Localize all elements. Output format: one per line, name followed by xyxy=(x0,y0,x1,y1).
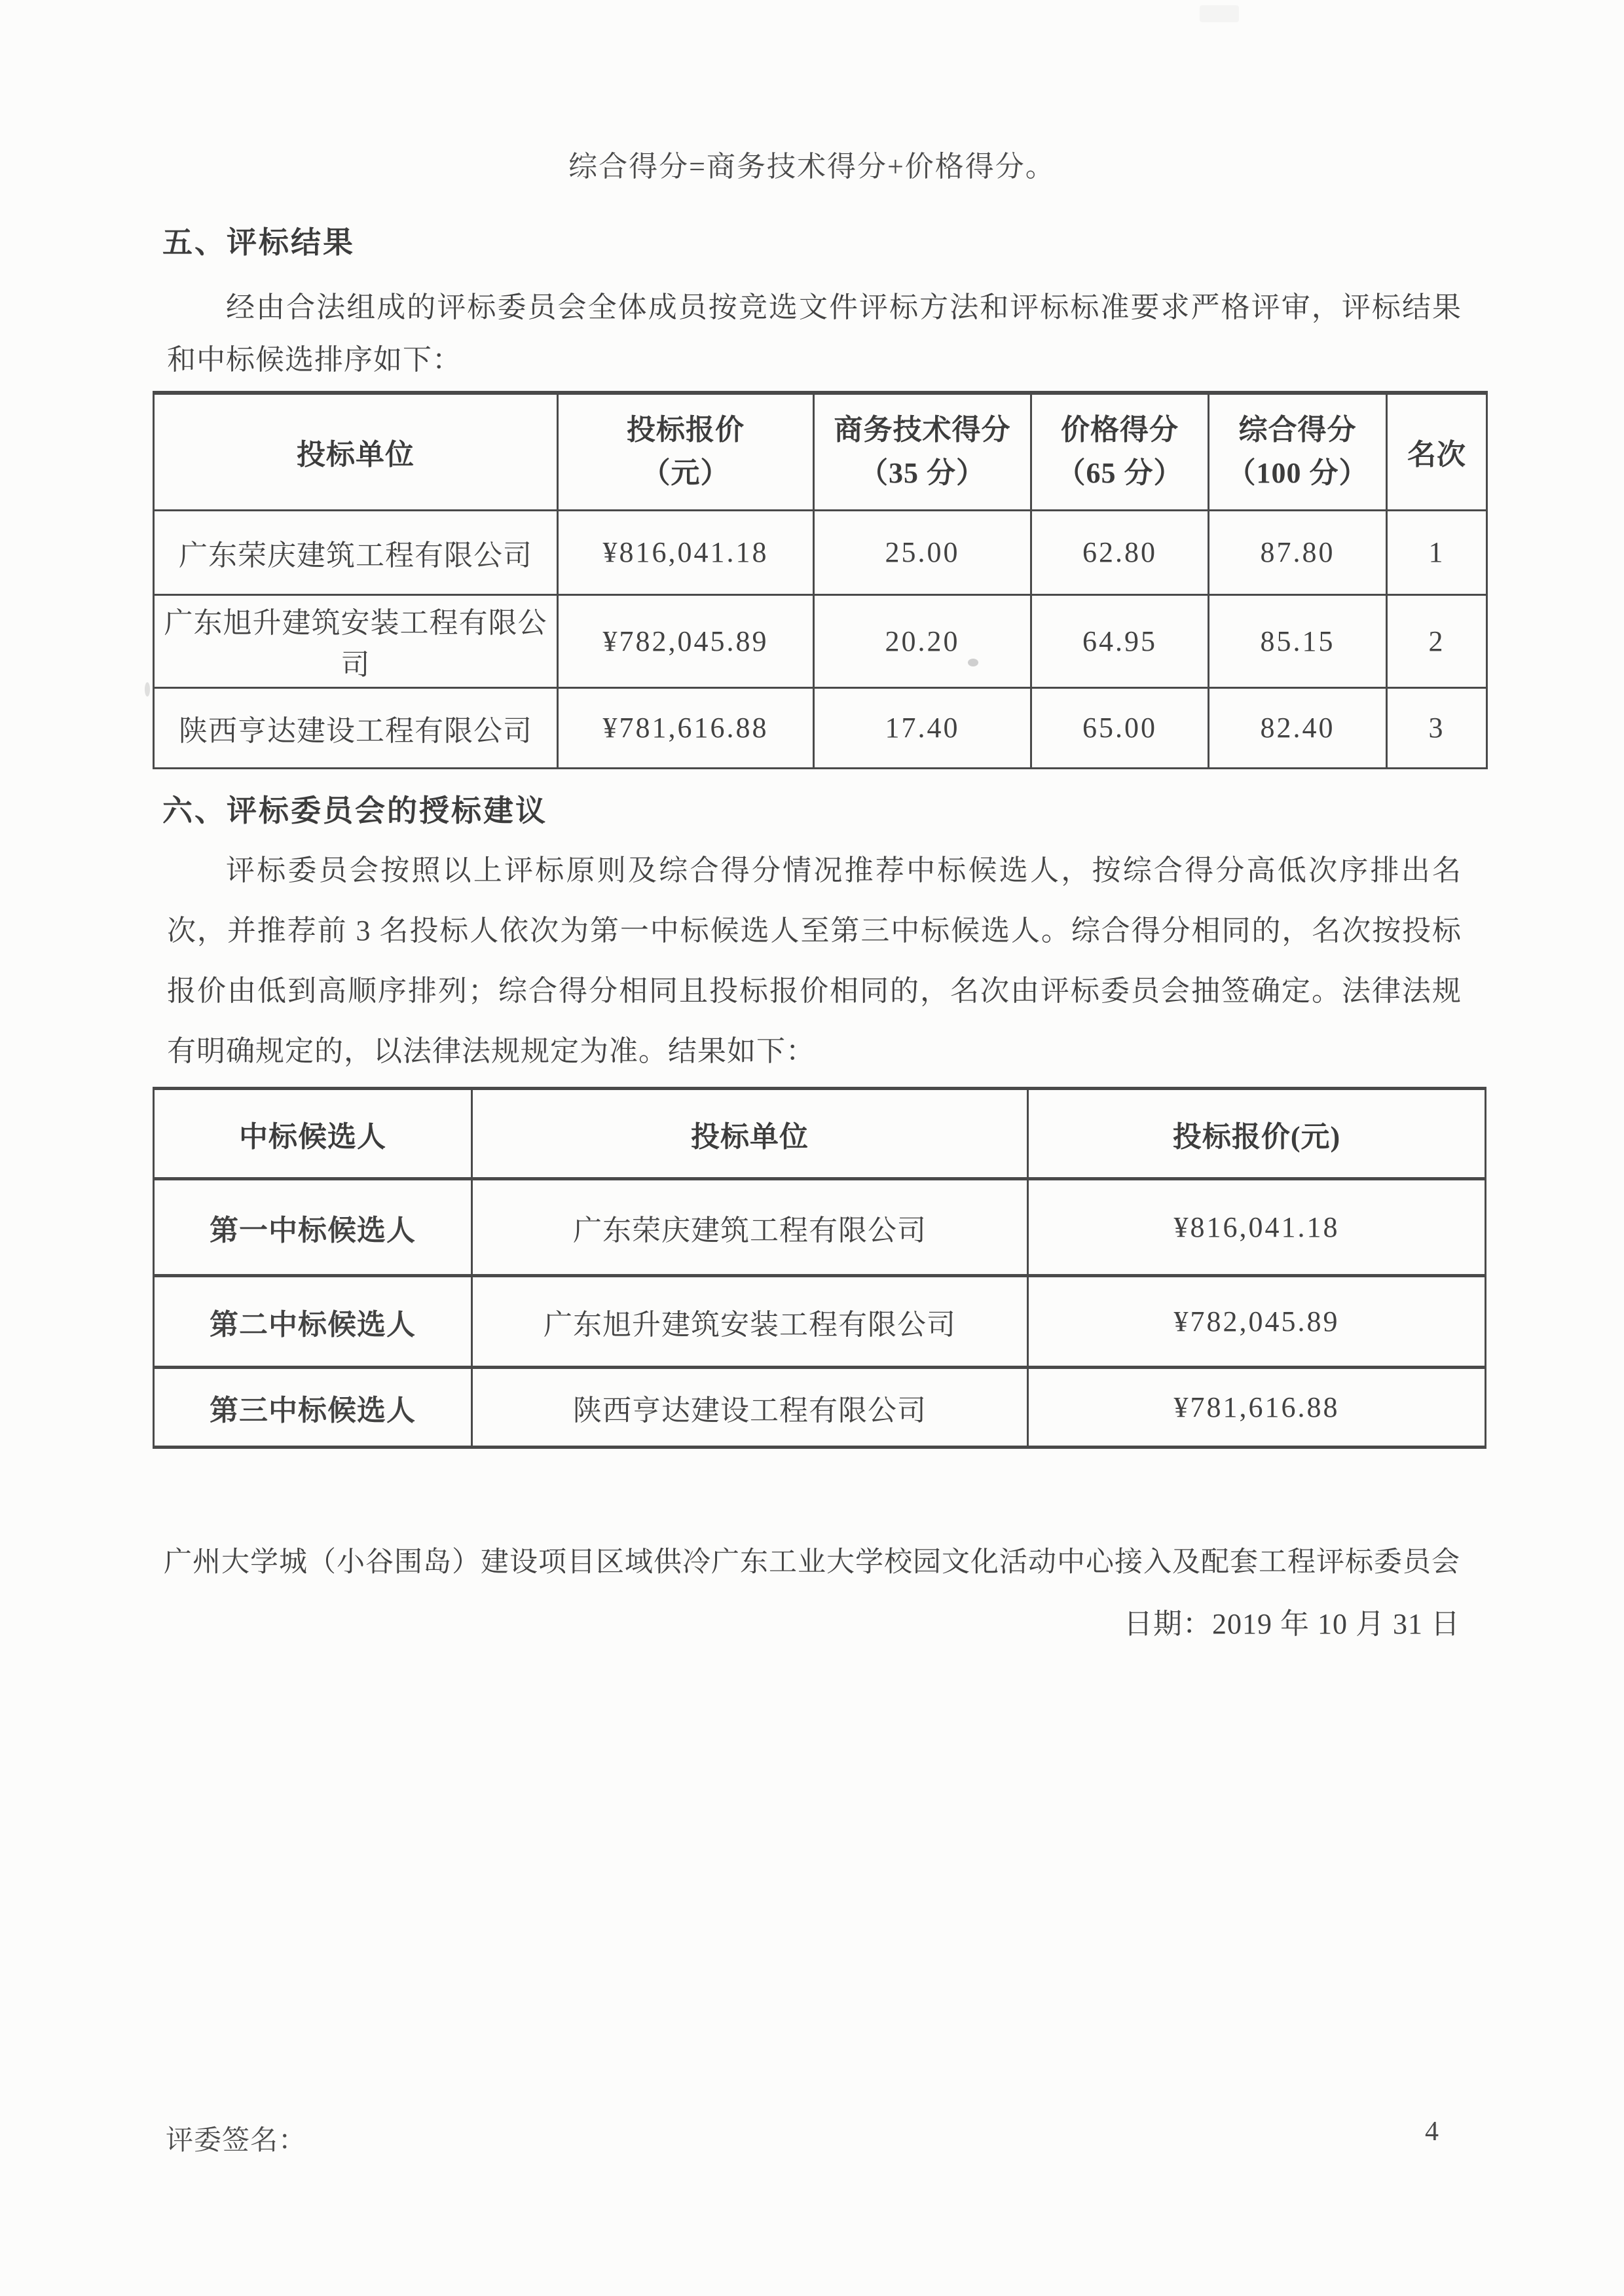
total-score-cell: 85.15 xyxy=(1209,594,1387,687)
bid-results-table xyxy=(153,391,1488,769)
header-bid-price-line2: （元） xyxy=(641,457,730,490)
header-company: 投标单位 xyxy=(154,393,558,510)
bid-price-cell: ¥816,041.18 xyxy=(1028,1179,1486,1276)
total-score-cell: 82.40 xyxy=(1209,687,1387,768)
company-cell: 陕西亨达建设工程有限公司 xyxy=(472,1368,1028,1448)
bid-price-cell: ¥782,045.89 xyxy=(1028,1276,1486,1368)
tech-score-cell: 20.20 xyxy=(814,594,1031,687)
company-cell: 广东旭升建筑安装工程有限公司 xyxy=(154,594,558,687)
company-cell: 广东荣庆建筑工程有限公司 xyxy=(154,510,558,594)
table-header-row xyxy=(154,1089,1486,1179)
table-row xyxy=(154,1179,1486,1276)
bid-price-cell: ¥781,616.88 xyxy=(558,687,814,768)
price-score-cell: 62.80 xyxy=(1031,510,1209,594)
header-total-score xyxy=(1209,393,1387,510)
bid-price-cell: ¥782,045.89 xyxy=(558,594,814,687)
candidates-table xyxy=(153,1087,1486,1449)
header-price-score-line2: （65 分） xyxy=(1056,457,1183,490)
price-score-cell: 64.95 xyxy=(1031,594,1209,687)
price-score-cell: 65.00 xyxy=(1031,687,1209,768)
scan-artifact xyxy=(1200,5,1239,22)
company-cell: 陕西亨达建设工程有限公司 xyxy=(154,687,558,768)
table-header-row xyxy=(154,393,1487,510)
table-row xyxy=(154,510,1487,594)
header-bid-price: 投标报价(元) xyxy=(1028,1089,1486,1179)
committee-signature-line: 广州大学城（小谷围岛）建设项目区域供冷广东工业大学校园文化活动中心接入及配套工程评标委员会 xyxy=(164,1547,1460,1578)
table-row xyxy=(154,1276,1486,1368)
rank-cell: 2 xyxy=(1387,594,1487,687)
header-tech-score-line2: （35 分） xyxy=(859,457,986,490)
rank-cell: 3 xyxy=(1387,687,1487,768)
tech-score-cell: 25.00 xyxy=(814,510,1031,594)
header-candidate: 中标候选人 xyxy=(154,1089,472,1179)
header-bid-price xyxy=(558,393,814,510)
table-row xyxy=(154,687,1487,768)
scan-artifact xyxy=(968,659,978,666)
header-company: 投标单位 xyxy=(472,1089,1028,1179)
score-formula-line: 综合得分=商务技术得分+价格得分。 xyxy=(568,151,1056,183)
section6-heading: 六、评标委员会的授标建议 xyxy=(162,794,547,828)
header-rank: 名次 xyxy=(1387,393,1487,510)
judge-signature-label: 评委签名： xyxy=(166,2126,307,2156)
company-cell: 广东旭升建筑安装工程有限公司 xyxy=(472,1276,1028,1368)
header-total-score-line2: （100 分） xyxy=(1227,457,1369,490)
table-row xyxy=(154,1368,1486,1448)
candidate-cell: 第二中标候选人 xyxy=(154,1276,472,1368)
candidate-cell: 第三中标候选人 xyxy=(154,1368,472,1448)
total-score-cell: 87.80 xyxy=(1209,510,1387,594)
bid-price-cell: ¥816,041.18 xyxy=(558,510,814,594)
section6-paragraph: 评标委员会按照以上评标原则及综合得分情况推荐中标候选人，按综合得分高低次序排出名次，并推荐前 3 名投标人依次为第一中标候选人至第三中标候选人。综合得分相同的，名次按投标报价由低到高顺序排列；综合得分相同且投标报价相同的，名次由评标委员会抽签确定。法律法规有明确规定的，以法律法规规定为准。结果如下： xyxy=(167,854,1462,1067)
header-price-score-line1: 价格得分 xyxy=(1061,414,1179,446)
table-row xyxy=(154,594,1487,687)
bid-price-cell: ¥781,616.88 xyxy=(1028,1368,1486,1448)
header-total-score-line1: 综合得分 xyxy=(1238,414,1357,446)
scan-artifact xyxy=(145,682,150,697)
header-tech-score-line1: 商务技术得分 xyxy=(834,414,1011,446)
page-number: 4 xyxy=(1425,2117,1439,2147)
tech-score-cell: 17.40 xyxy=(814,687,1031,768)
rank-cell: 1 xyxy=(1387,510,1487,594)
candidate-cell: 第一中标候选人 xyxy=(154,1179,472,1276)
header-price-score xyxy=(1031,393,1209,510)
header-tech-score xyxy=(814,393,1031,510)
date-line: 日期：2019 年 10 月 31 日 xyxy=(1124,1608,1460,1640)
section5-heading: 五、评标结果 xyxy=(162,226,355,259)
company-cell: 广东荣庆建筑工程有限公司 xyxy=(472,1179,1028,1276)
section5-paragraph: 经由合法组成的评标委员会全体成员按竞选文件评标方法和评标标准要求严格评审，评标结果和中标候选排序如下： xyxy=(167,291,1462,376)
header-bid-price-line1: 投标报价 xyxy=(627,414,745,446)
